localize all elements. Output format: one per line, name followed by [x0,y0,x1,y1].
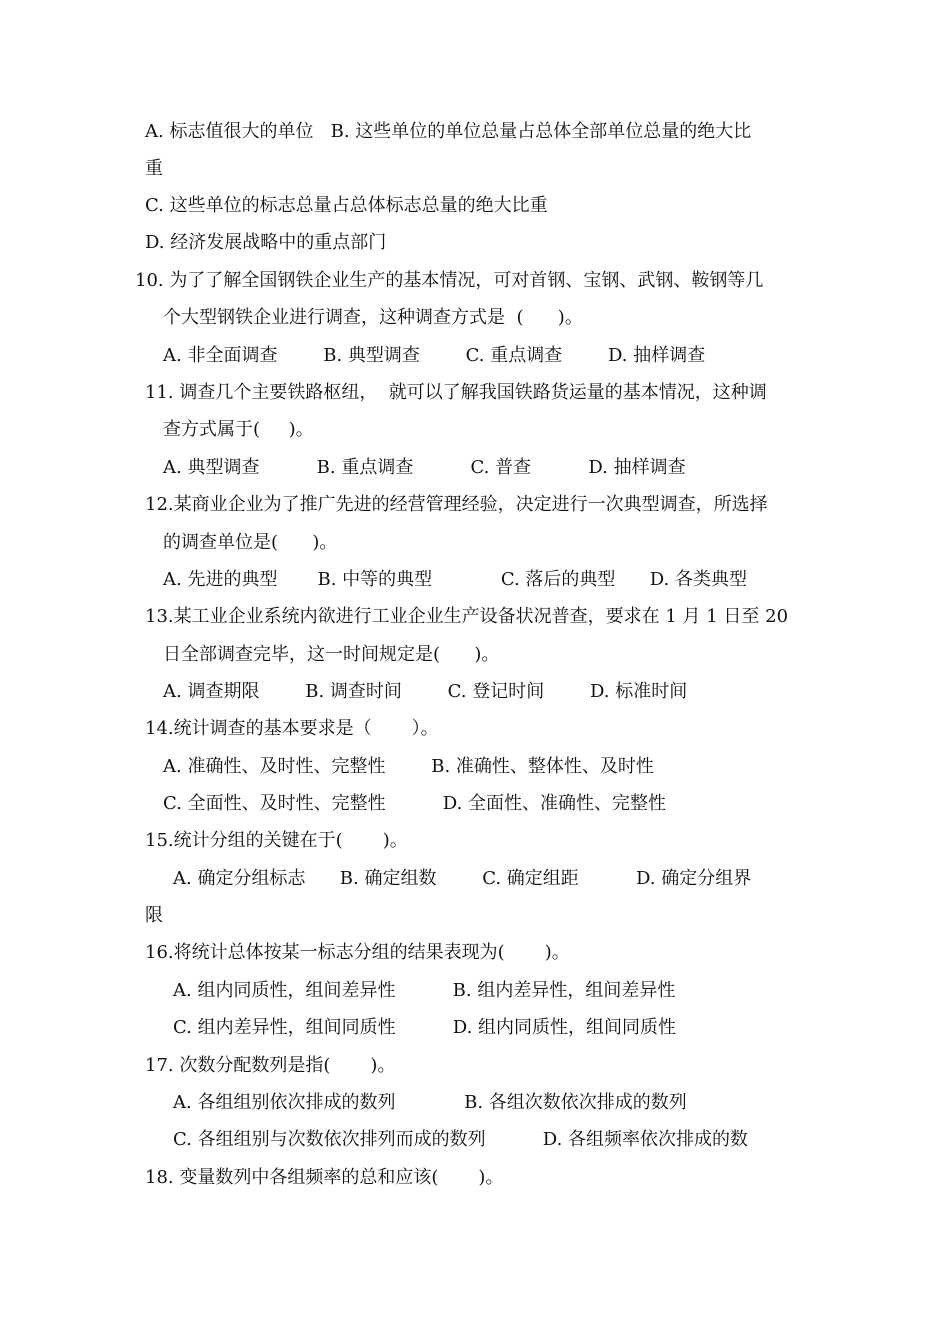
q9-option-d: D. 经济发展战略中的重点部门 [145,232,387,253]
q13-stem-cont: 日全部调查完毕，这一时间规定是( )。 [163,644,500,665]
q15-stem: 15.统计分组的关键在于( )。 [145,830,408,851]
q9-option-b-cont: 重 [145,158,163,179]
q16-stem: 16.将统计总体按某一标志分组的结果表现为( )。 [145,942,570,963]
q10-options: A. 非全面调查 B. 典型调查 C. 重点调查 D. 抽样调查 [163,345,706,366]
q16-options-ab: A. 组内同质性，组间差异性 B. 组内差异性，组间差异性 [173,980,676,1001]
q17-stem: 17. 次数分配数列是指( )。 [145,1055,396,1076]
q15-options-cont: 限 [145,905,163,926]
q17-options-cd: C. 各组组别与次数依次排列而成的数列 D. 各组频率依次排成的数 [173,1129,749,1150]
q12-options: A. 先进的典型 B. 中等的典型 C. 落后的典型 D. 各类典型 [163,569,747,590]
q17-options-ab: A. 各组组别依次排成的数列 B. 各组次数依次排成的数列 [173,1092,687,1113]
q10-stem-cont: 个大型钢铁企业进行调查，这种调查方式是 ( )。 [163,307,583,328]
q11-stem-cont: 查方式属于( )。 [163,419,314,440]
q10-stem: 10. 为了了解全国钢铁企业生产的基本情况，可对首钢、宝钢、武钢、鞍钢等几 [135,270,764,291]
q11-options: A. 典型调查 B. 重点调查 C. 普查 D. 抽样调查 [163,457,686,478]
q15-options: A. 确定分组标志 B. 确定组数 C. 确定组距 D. 确定分组界 [173,868,752,889]
q14-options-cd: C. 全面性、及时性、完整性 D. 全面性、准确性、完整性 [163,793,667,814]
q14-options-ab: A. 准确性、及时性、完整性 B. 准确性、整体性、及时性 [163,756,654,777]
q11-stem: 11. 调查几个主要铁路枢纽， 就可以了解我国铁路货运量的基本情况，这种调 [145,382,767,403]
q9-option-c: C. 这些单位的标志总量占总体标志总量的绝大比重 [145,195,548,216]
q18-stem: 18. 变量数列中各组频率的总和应该( )。 [145,1167,504,1188]
q9-option-a-b: A. 标志值很大的单位 B. 这些单位的单位总量占总体全部单位总量的绝大比 [145,121,752,142]
q13-options: A. 调查期限 B. 调查时间 C. 登记时间 D. 标准时间 [163,681,688,702]
q12-stem: 12.某商业企业为了推广先进的经营管理经验，决定进行一次典型调查，所选择 [145,494,768,515]
q13-stem: 13.某工业企业系统内欲进行工业企业生产设备状况普查，要求在 1 月 1 日至 20 [145,606,789,627]
q12-stem-cont: 的调查单位是( )。 [163,532,338,553]
q16-options-cd: C. 组内差异性，组间同质性 D. 组内同质性，组间同质性 [173,1017,677,1038]
q14-stem: 14.统计调查的基本要求是（ ）。 [145,718,439,739]
